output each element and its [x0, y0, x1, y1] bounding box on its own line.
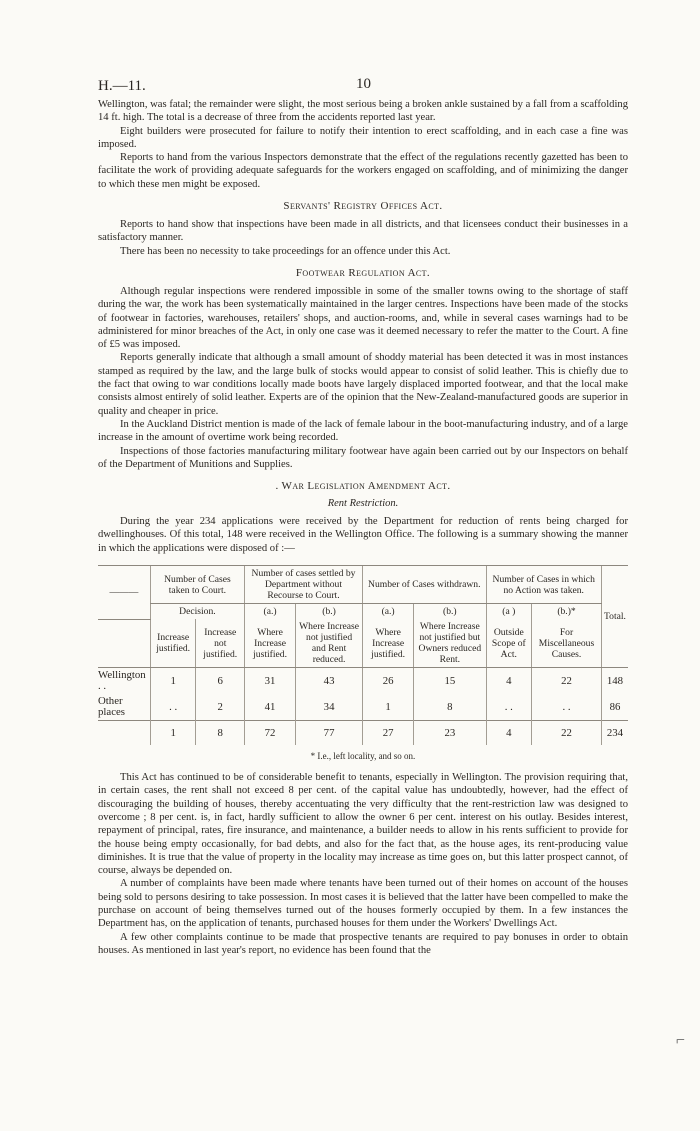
closing-paragraph: A number of complaints have been made where tenants have been turned out of their homes on account of the houses being sold to persons desiring to take possession. In most cases it is believed that the latter have been compelled to make the purchase on account of being themselves turned out of the houses formerly occupied by them. In a few instances the Department has, on the application of tenants, purchased houses for them under the Workers' Dwellings Act. — [98, 878, 628, 930]
document-page — [98, 72, 628, 957]
letter-settled-b: (b.) — [296, 604, 363, 620]
table-cell: 41 — [244, 694, 295, 721]
intro-paragraph: Wellington, was fatal; the remainder were slight, the most serious being a broken ankle sustained by a fall from a scaffolding 14 ft. high. The total is a decrease of three from the accidents reported last year. — [98, 99, 628, 124]
sub-settled-b: Where Increase not justified and Rent reduced. — [296, 619, 363, 668]
header-total: Total. — [601, 566, 628, 668]
table-cell: 31 — [244, 668, 295, 695]
table-cell: 34 — [296, 694, 363, 721]
intro-paragraph: Eight builders were prosecuted for failure to notify their intention to erect scaffolding, and in each case a fine was imposed. — [98, 125, 628, 150]
row-label: Wellington . . — [98, 669, 146, 693]
table-cell: 22 — [532, 668, 602, 695]
sub-withdrawn-b: Where Increase not justified but Owners reduced Rent. — [414, 619, 486, 668]
table-cell: . . — [532, 694, 602, 721]
table-cell: 1 — [363, 694, 414, 721]
total-cell: 72 — [244, 721, 295, 746]
sub-withdrawn-a: Where Increase justified. — [363, 619, 414, 668]
rent-intro-paragraph: During the year 234 applications were received by the Department for reduction of rents being charged for dwellinghouses. Of this total, 148 were received in the Wellington Office. The following is a summary showing the manner in which the applications were disposed of :— — [98, 516, 628, 554]
closing-paragraph: This Act has continued to be of considerable benefit to tenants, especially in Wellington. The provision requiring that, in certain cases, the rent shall not exceed 8 per cent. of the capital value has undoubtedly, however, had the effect of discouraging the building of houses, thereby accentuating the very difficulty that the rent-restriction law was designed to overcome ; 8 per cent. is, in fact, hardly sufficient to allow the owner 6 per cent. interest on his outlay. Besides interest, repayment of principal, rates, fire insurance, and maintenance, a builder needs to allow in his rents sufficient to provide for the house being empty occasionally, for bad debts, and also for the fact that, as the house ages, its rent-producing value diminishes. It is true that the value of property in the locality may increase as time goes on, but this latter prospect cannot, of course, always be depended on. — [98, 772, 628, 877]
closing-paragraph: A few other complaints continue to be made that prospective tenants are required to pay bonuses in order to obtain houses. As mentioned in last year's report, no evidence has been found that the — [98, 931, 628, 956]
section-heading-war-legislation: . War Legislation Amendment Act. — [275, 480, 451, 493]
section-heading-footwear: Footwear Regulation Act. — [295, 266, 431, 279]
header-court: Number of Cases taken to Court. — [150, 566, 244, 604]
table-cell: 6 — [196, 668, 245, 695]
table-cell: 15 — [414, 668, 486, 695]
footwear-paragraph: Reports generally indicate that although a small amount of shoddy material has been detected it was in most instances stamped as required by the law, and the large bulk of stocks would appear to consist of solid leather. This is chiefly due to the fact that owing to war conditions locally made boots have largely displaced imported footwear, and that the local make consists almost entirely of solid leather. Experts are of the opinion that the New-Zealand-manufactured goods are superior in quality and cheaper in price. — [98, 352, 628, 417]
total-cell: 8 — [196, 721, 245, 746]
letter-noaction-b: (b.)* — [532, 604, 602, 620]
sub-noaction-b: For Miscellaneous Causes. — [532, 619, 602, 668]
intro-paragraph: Reports to hand from the various Inspectors demonstrate that the effect of the regulations recently gazetted has been to facilitate the work of providing adequate safeguards for the workers engaged on scaffolding, and of minimizing the danger to which these men might be exposed. — [98, 152, 628, 190]
header-no-action: Number of Cases in which no Action was taken. — [486, 566, 601, 604]
sub-settled-a: Where Increase justified. — [244, 619, 295, 668]
table-cell: . . — [150, 694, 196, 721]
table-cell: 26 — [363, 668, 414, 695]
header-withdrawn: Number of Cases withdrawn. — [363, 566, 486, 604]
header-decision: Decision. — [150, 604, 244, 620]
page-header — [98, 72, 628, 98]
sub-increase-justified: Increase justified. — [150, 619, 196, 668]
sub-increase-not-justified: Increase not justified. — [196, 619, 245, 668]
footwear-paragraph: Inspections of those factories manufacturing military footwear have again been carried out by our Inspectors on behalf of the Department of Munitions and Supplies. — [98, 445, 628, 470]
footwear-paragraph: In the Auckland District mention is made of the lack of female labour in the boot-manufacturing industry, and of a large increase in the amount of overtime work being recorded. — [98, 418, 628, 444]
table-cell: . . — [486, 694, 532, 721]
table-total-row — [98, 721, 628, 746]
table-cell: 148 — [601, 668, 628, 695]
total-cell: 4 — [486, 721, 532, 746]
total-cell: 1 — [150, 721, 196, 746]
document-reference: H.—11. — [98, 78, 146, 94]
total-cell: 77 — [296, 721, 363, 746]
table-blank-label: ——— — [98, 566, 150, 620]
subheading-rent-restriction: Rent Restriction. — [327, 498, 399, 510]
table-cell: 2 — [196, 694, 245, 721]
rent-summary-table — [98, 565, 628, 745]
servants-paragraph: There has been no necessity to take proceedings for an offence under this Act. — [120, 245, 451, 257]
table-cell: 86 — [601, 694, 628, 721]
total-cell: 23 — [414, 721, 486, 746]
letter-settled-a: (a.) — [244, 604, 295, 620]
header-settled: Number of cases settled by Department without Recourse to Court. — [244, 566, 362, 604]
letter-noaction-a: (a ) — [486, 604, 532, 620]
letter-withdrawn-a: (a.) — [363, 604, 414, 620]
page-number: 10 — [356, 76, 371, 92]
servants-paragraph: Reports to hand show that inspections have been made in all districts, and that licensees conduct their businesses in a satisfactory manner. — [98, 219, 628, 244]
sub-noaction-a: Outside Scope of Act. — [486, 619, 532, 668]
table-cell: 4 — [486, 668, 532, 695]
table-cell: 43 — [296, 668, 363, 695]
section-heading-servants: Servants' Registry Offices Act. — [283, 200, 443, 213]
total-cell: 22 — [532, 721, 602, 746]
row-label: Other places — [98, 695, 125, 719]
table-footnote: * I.e., left locality, and so on. — [310, 751, 416, 762]
table-row — [98, 668, 628, 695]
footwear-paragraph: Although regular inspections were rendered impossible in some of the smaller towns owing to the shortage of staff during the war, the work has been systematically maintained in the larger centres. Inspections have been made of the stocks of footwear in factories, warehouses, retailers' shops, and auction-rooms, and, while in several cases warnings had to be administered for minor breaches of the Act, in only one case was it deemed necessary to refer the matter to the Court. A fine of £5 was imposed. — [98, 285, 628, 351]
table-row — [98, 694, 628, 721]
margin-mark-decoration: ⌐ — [676, 1032, 686, 1049]
total-cell: 234 — [601, 721, 628, 746]
table-cell: 1 — [150, 668, 196, 695]
total-cell: 27 — [363, 721, 414, 746]
letter-withdrawn-b: (b.) — [414, 604, 486, 620]
table-cell: 8 — [414, 694, 486, 721]
